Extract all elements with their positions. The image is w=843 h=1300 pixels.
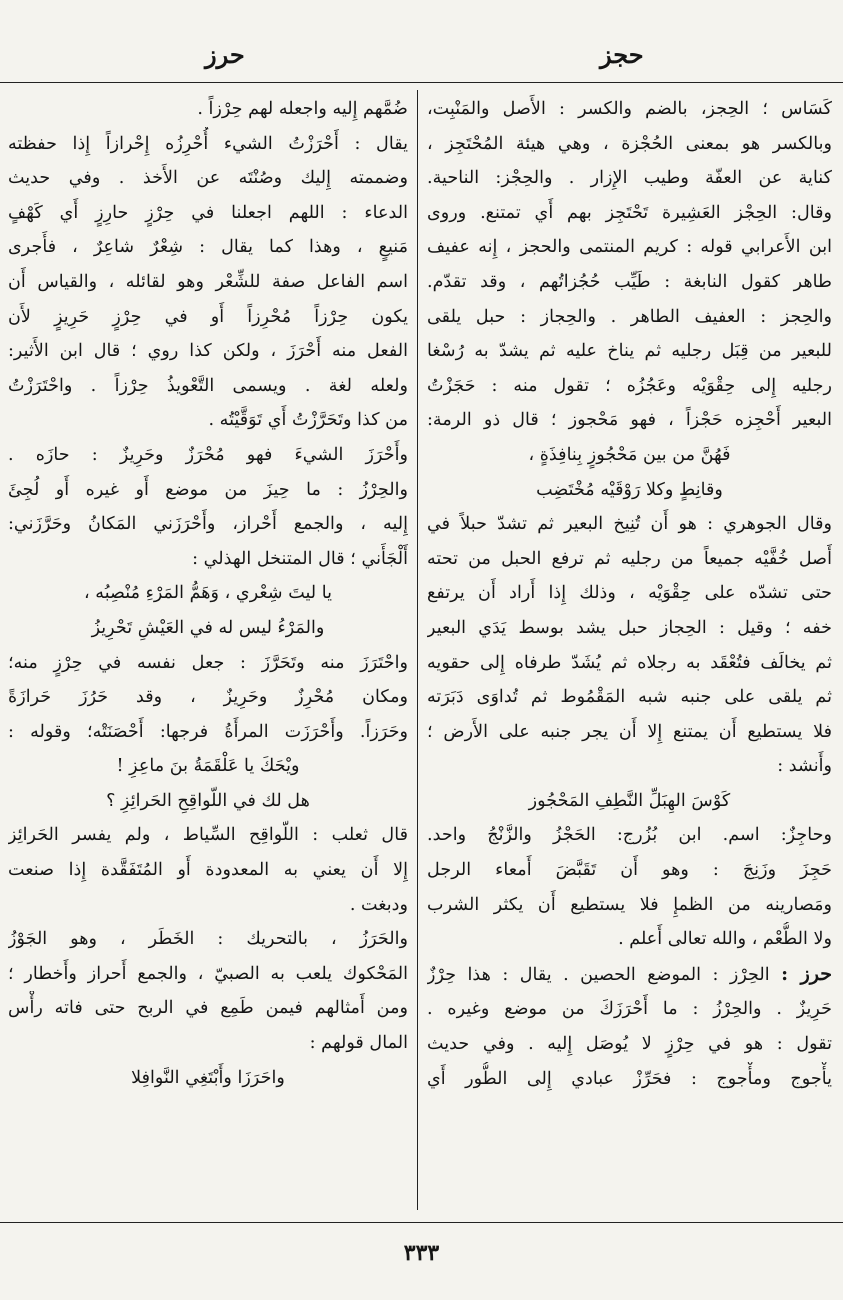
bottom-rule xyxy=(0,1222,843,1223)
header-root-word-right: حجز xyxy=(600,40,644,69)
text-line: خفه ؛ وقيل : الحِجاز حبل يشد بوسط يَدَي البعير xyxy=(427,617,832,638)
text-line: ولا الطُّعْم ، والله تعالى أَعلم . xyxy=(618,929,832,950)
entry-text: الحِرْز : الموضع الحصين . يقال : هذا حِرْزٌ xyxy=(427,964,782,985)
text-line: للبعير من قِبَل رجليه ثم يناخ عليه ثم يشدّ به رُسْغا xyxy=(427,341,832,362)
text-line: حتى تشدّه على حِقْوَيْه ، وذلك إِذا أَراد أَن يرتفع xyxy=(427,583,832,604)
text-line: وبالكسر هو بمعنى الحُجْزة ، وهي هيئة المُحْتَجِز ، xyxy=(427,133,832,154)
text-line: المَحْكوك يلعب به الصبيّ ، والجمع أَحراز وأَخطار ؛ xyxy=(8,963,408,984)
text-line: حَجِزَ وزَنِجَ : وهو أَن تَقَبَّضَ أَمعاء الرجل xyxy=(427,860,832,881)
text-line: تقول : هو في حِرْزٍ لا يُوصَل إِليه . وفي حديث xyxy=(427,1034,832,1055)
text-line: أَصل خُفَّيْه جميعاً من رجليه ثم ترفع الحبل من تحته xyxy=(427,548,832,569)
text-line: أَلْجَأَني ؛ قال المتنخل الهذلي : xyxy=(192,548,408,569)
text-line: إِليه ، والجمع أَحْراز، وأَحْرَزَني المَكانُ وحَرَّزَني: xyxy=(8,514,408,535)
left-column xyxy=(8,92,408,1210)
text-line: والحِجز : العفيف الطاهر . والحِجاز : حبل يلقى xyxy=(427,306,832,327)
text-line: ثم يخالَف فتُعْقَد به رجلاه ثم يُشَدّ طرفاه إِلى حقويه xyxy=(427,652,832,673)
text-line: والحَرَزُ ، بالتحريك : الخَطَر ، وهو الجَوْزُ xyxy=(8,929,408,950)
text-line: وقال: الحِجْز العَشِيرة تَحْتَجِز بهم أَي تمتنع. وروى xyxy=(427,202,832,223)
text-line: ضُمَّهم إِليه واجعله لهم حِرْزاً . xyxy=(197,99,408,119)
text-line: كَسَاس ؛ الحِجز، بالضم والكسر : الأَصل والمَنْبِت، xyxy=(427,99,832,119)
poetry-verse: كَوْسَ الهِبَلِّ النَّطِفِ المَحْجُوز xyxy=(528,790,731,811)
text-line: يقال : أَحْرَزْتُ الشيء أُحْرِزُه إِحْرازاً إِذا حفظته xyxy=(8,133,408,154)
right-column xyxy=(427,92,832,1210)
text-line: إِلا أَن يعني به المعدودة أَو المُتَفَقَّدة إِذا صنعت xyxy=(8,860,408,881)
text-line: ابن الأَعرابي قوله : كريم المنتمى والحجز ، إِنه عفيف xyxy=(427,237,832,258)
poetry-verse: هل لك في اللّواقِحِ الحَرائِزِ ؟ xyxy=(106,790,310,811)
text-line: ولعله لغة . ويسمى التَّعْويذُ حِرْزاً . واحْتَرَزْتُ xyxy=(8,375,408,396)
text-line: فلا يستطيع أَن يمتنع إِلا أَن يجر جنبه على الأَرض ؛ xyxy=(427,721,832,742)
column-divider xyxy=(417,90,418,1210)
text-line: وضممته إِليك وصُنْتَه عن الأَخذ . وفي حديث xyxy=(8,168,408,189)
text-line: ومكان مُحْرِزٌ وحَرِيزٌ ، وقد حَرُزَ حَرازَةً xyxy=(8,687,408,708)
text-line: وأَحْرَزَ الشيءَ فهو مُحْرَزٌ وحَرِيزٌ : حازَه . xyxy=(8,444,408,465)
poetry-verse: واحَرَزَا وأَبْتَغِي النَّوافِلا xyxy=(131,1067,285,1088)
text-line: ودبغت . xyxy=(349,894,408,915)
page-number: ٣٣٣ xyxy=(403,1240,440,1266)
text-line: اسم الفاعل صفة للشِّعْر وهو لقائله ، والقياس أَن xyxy=(8,271,408,292)
text-line: وقال الجوهري : هو أَن تُنِيخ البعير ثم تشدّ حبلاً في xyxy=(427,514,832,535)
header-root-word-left: حرز xyxy=(205,40,245,69)
text-line: واحْتَرَزَ منه وتَحَرَّزَ : جعل نفسه في حِرْزٍ منه؛ xyxy=(8,652,408,673)
text-line: الفعل منه أَحْرَزَ ، ولكن كذا روي ؛ قال ابن الأَثير: xyxy=(8,341,408,362)
entry-first-line xyxy=(427,957,832,993)
text-line: وحَرَزاً. وأَحْرَزَت المرأَةُ فرجها: أَحْصَنَتْه؛ وقوله : xyxy=(8,721,408,742)
text-line: الدعاء : اللهم اجعلنا في حِرْزٍ حارِزٍ أَي كَهْفٍ xyxy=(8,202,408,223)
poetry-verse: والمَرْءُ ليس له في العَيْشِ تَحْرِيزُ xyxy=(91,617,325,638)
poetry-verse: وقانِطٍ وكلا رَوْقَيْه مُخْتَضِب xyxy=(536,479,723,500)
text-line: طاهر كقول النابغة : طَيِّب حُجُزاتُهم ، وقد تقدّم. xyxy=(427,271,832,292)
text-line: كناية عن العفّة وطيب الإِزار . والحِجْز: الناحية. xyxy=(427,168,832,189)
text-line: المال قولهم : xyxy=(309,1033,408,1054)
text-line: من كذا وتَحَرَّزْتُ أَي تَوَقَّيْتُه . xyxy=(208,410,408,431)
text-line: ومن أَمثالهم فيمن طَمِع في الربح حتى فاته رأْس xyxy=(8,998,408,1019)
text-line: وأَنشد : xyxy=(777,756,832,777)
entry-headword: حرز : xyxy=(781,962,832,985)
text-line: والحِرْزُ : ما حِيزَ من موضع أَو غيره أَو لُجِئَ xyxy=(8,479,408,500)
text-line: يكون حِرْزاً مُحْرِزاً أَو في حِرْزٍ حَرِيزٍ لأَن xyxy=(8,306,408,327)
poetry-verse: ويْحَكَ يا عَلْقَمَةُ بنَ ماعِزِ ! xyxy=(116,756,300,777)
text-line: حَرِيزٌ . والحِرْزُ : ما أَحْرَزَكَ من موضع وغيره . xyxy=(427,999,832,1020)
text-line: ومَصارينه من الظمإِ فلا يستطيع أَن يكثر الشرب xyxy=(427,894,832,915)
text-line: رجليه إِلى حِقْوَيْه وعَجُزُه ؛ تقول منه : حَجَزْتُ xyxy=(427,375,832,396)
poetry-verse: فَهُنَّ من بين مَحْجُوزٍ بِنافِذَةٍ ، xyxy=(528,444,731,465)
text-line: يأْجوج ومأْجوج : فحَرِّزْ عبادي إِلى الطُّور أَي xyxy=(427,1068,832,1089)
text-line: مَنيعٍ ، وهذا كما يقال : شِعْرٌ شاعِرٌ ، فأَجرى xyxy=(8,237,408,258)
text-line: البعير أَحْجِزه حَجْزاً ، فهو مَحْجوز ؛ قال ذو الرمة: xyxy=(427,410,832,431)
text-line: ثم يلقى على جنبه شبه المَقْمُوط ثم تُداوَى دَبَرَته xyxy=(427,687,832,708)
top-rule xyxy=(0,82,843,83)
poetry-verse: يا ليتَ شِعْري ، وَهَمُّ المَرْءِ مُنْصِبُه ، xyxy=(83,583,333,604)
text-line: قال ثعلب : اللّواقِح السِّياط ، ولم يفسر الحَرائِز xyxy=(8,825,408,846)
text-line: وحاجِزٌ: اسم. ابن بُزُرج: الحَجْزُ والزَّنْجُ واحد. xyxy=(427,825,832,846)
